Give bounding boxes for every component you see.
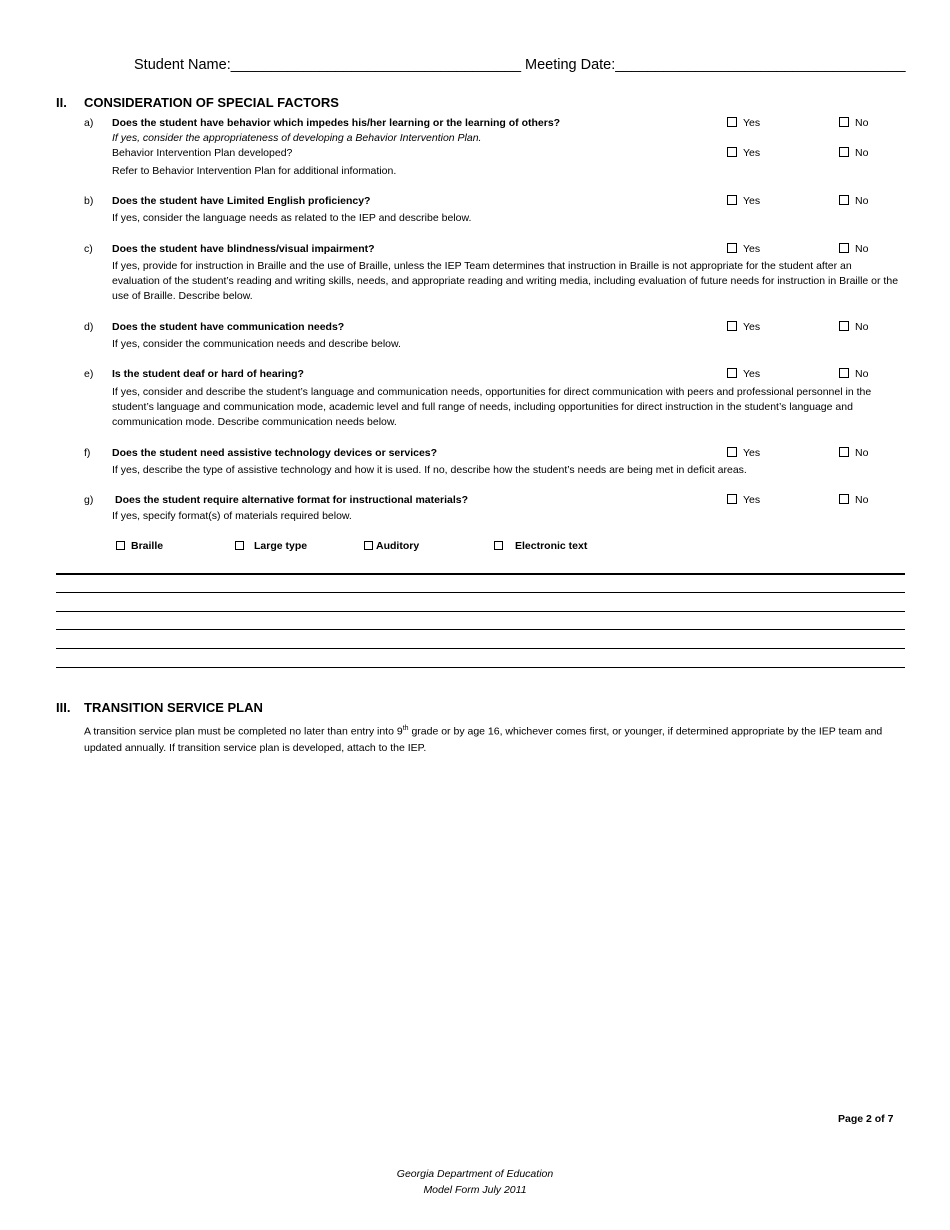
item-a-italic-note: If yes, consider the appropriateness of developing a Behavior Intervention Plan. <box>112 132 482 144</box>
checkbox-icon <box>727 147 737 157</box>
no-label: No <box>855 147 869 159</box>
writing-line-1[interactable] <box>56 573 905 575</box>
item-g-yes-checkbox[interactable] <box>727 494 760 506</box>
checkbox-icon <box>839 368 849 378</box>
writing-line-6[interactable] <box>56 667 905 668</box>
yes-label: Yes <box>743 447 761 459</box>
footer-line-2: Model Form July 2011 <box>423 1184 527 1196</box>
item-f-note: If yes, describe the type of assistive technology and how it is used. If no, describe how the student’s needs are being met in deficit areas. <box>112 464 747 476</box>
item-b-letter: b) <box>84 195 94 207</box>
checkbox-icon <box>727 368 737 378</box>
item-a-question: Does the student have behavior which impedes his/her learning or the learning of others? <box>112 117 561 129</box>
checkbox-icon <box>727 195 737 205</box>
checkbox-icon <box>839 195 849 205</box>
item-b-note: If yes, consider the language needs as related to the IEP and describe below. <box>112 212 472 224</box>
item-g-question: Does the student require alternative format for instructional materials? <box>115 494 468 506</box>
item-d-question: Does the student have communication needs? <box>112 321 345 333</box>
item-g-letter: g) <box>84 494 94 506</box>
yes-label: Yes <box>743 368 761 380</box>
item-a-bip-yes-checkbox[interactable] <box>727 147 760 159</box>
item-a-letter: a) <box>84 117 94 129</box>
no-label: No <box>855 243 869 255</box>
section-3-number: III. <box>56 700 71 715</box>
format-large-type-checkbox[interactable] <box>235 540 307 552</box>
no-label: No <box>855 494 869 506</box>
checkbox-icon <box>727 447 737 457</box>
item-e-no-checkbox[interactable] <box>839 368 868 380</box>
item-c-question: Does the student have blindness/visual impairment? <box>112 243 375 255</box>
section-3-text-part1: A transition service plan must be completed no later than entry into 9 <box>84 725 403 738</box>
item-a-bip-no-checkbox[interactable] <box>839 147 868 159</box>
item-g-no-checkbox[interactable] <box>839 494 868 506</box>
checkbox-icon <box>727 321 737 331</box>
yes-label: Yes <box>743 321 761 333</box>
format-braille-checkbox[interactable] <box>116 540 163 552</box>
writing-line-4[interactable] <box>56 629 905 630</box>
no-label: No <box>855 321 869 333</box>
format-label: Large type <box>254 540 308 552</box>
section-2-title: CONSIDERATION OF SPECIAL FACTORS <box>84 95 339 110</box>
item-b-no-checkbox[interactable] <box>839 195 868 207</box>
item-g-note: If yes, specify format(s) of materials required below. <box>112 510 352 522</box>
section-2-number: II. <box>56 95 67 110</box>
no-label: No <box>855 117 869 129</box>
checkbox-icon <box>116 541 125 550</box>
item-f-letter: f) <box>84 447 91 459</box>
format-electronic-text-checkbox[interactable] <box>494 540 587 552</box>
section-3-text-part2: grade or by age 16, whichever comes first, or younger, if determined appropriate by the IEP team and updated annually. If transition service plan is developed, attach to the IEP. <box>84 725 883 754</box>
writing-line-5[interactable] <box>56 648 905 649</box>
yes-label: Yes <box>743 494 761 506</box>
writing-line-2[interactable] <box>56 592 905 593</box>
item-a-note: Refer to Behavior Intervention Plan for additional information. <box>112 165 397 177</box>
meeting-date-field[interactable]: Meeting Date:____________________________________ <box>525 57 906 73</box>
checkbox-icon <box>839 447 849 457</box>
checkbox-icon <box>727 494 737 504</box>
item-c-no-checkbox[interactable] <box>839 243 868 255</box>
yes-label: Yes <box>743 117 761 129</box>
item-d-yes-checkbox[interactable] <box>727 321 760 333</box>
yes-label: Yes <box>743 195 761 207</box>
yes-label: Yes <box>743 147 761 159</box>
checkbox-icon <box>839 321 849 331</box>
item-a-no-checkbox[interactable] <box>839 117 868 129</box>
item-c-letter: c) <box>84 243 93 255</box>
checkbox-icon <box>839 243 849 253</box>
checkbox-icon <box>839 494 849 504</box>
item-d-letter: d) <box>84 321 94 333</box>
format-label: Auditory <box>376 540 420 552</box>
checkbox-icon <box>727 117 737 127</box>
item-d-no-checkbox[interactable] <box>839 321 868 333</box>
section-3-text <box>84 721 896 756</box>
checkbox-icon <box>839 147 849 157</box>
item-e-letter: e) <box>84 368 94 380</box>
yes-label: Yes <box>743 243 761 255</box>
item-e-note: If yes, consider and describe the student’s language and communication needs, opportunities for direct communication with peers and professional personnel in the student’s language and communication mode, academic level and full range of needs, including opportunities for direct instruction in the student’s language and communication mode. Describe communication needs below. <box>112 386 872 428</box>
item-a-yes-checkbox[interactable] <box>727 117 760 129</box>
no-label: No <box>855 368 869 380</box>
item-c-yes-checkbox[interactable] <box>727 243 760 255</box>
item-f-no-checkbox[interactable] <box>839 447 868 459</box>
no-label: No <box>855 447 869 459</box>
item-f-yes-checkbox[interactable] <box>727 447 760 459</box>
format-label: Braille <box>131 540 164 552</box>
checkbox-icon <box>839 117 849 127</box>
checkbox-icon <box>494 541 503 550</box>
item-d-note: If yes, consider the communication needs and describe below. <box>112 338 401 350</box>
checkbox-icon <box>727 243 737 253</box>
format-label: Electronic text <box>515 540 588 552</box>
item-c-note: If yes, provide for instruction in Braille and the use of Braille, unless the IEP Team determines that instruction in Braille is not appropriate for the student after an evaluation of the student’s reading and writing skills, needs, and appropriate reading and writing media, including evaluation of future needs for instruction in Braille or the use of Braille. Describe below. <box>112 260 899 302</box>
item-a-sub-question: Behavior Intervention Plan developed? <box>112 147 293 159</box>
item-e-question: Is the student deaf or hard of hearing? <box>112 368 304 380</box>
format-auditory-checkbox[interactable] <box>364 540 419 552</box>
item-b-question: Does the student have Limited English proficiency? <box>112 195 371 207</box>
writing-line-3[interactable] <box>56 611 905 612</box>
item-f-question: Does the student need assistive technology devices or services? <box>112 447 438 459</box>
footer-line-1: Georgia Department of Education <box>396 1168 554 1180</box>
checkbox-icon <box>235 541 244 550</box>
item-b-yes-checkbox[interactable] <box>727 195 760 207</box>
section-3-title: TRANSITION SERVICE PLAN <box>84 700 263 715</box>
section-3-text-sup: th <box>402 725 409 732</box>
student-name-field[interactable]: Student Name:____________________________________ <box>134 57 522 73</box>
no-label: No <box>855 195 869 207</box>
page-number: Page 2 of 7 <box>838 1113 894 1125</box>
item-e-yes-checkbox[interactable] <box>727 368 760 380</box>
checkbox-icon <box>364 541 373 550</box>
